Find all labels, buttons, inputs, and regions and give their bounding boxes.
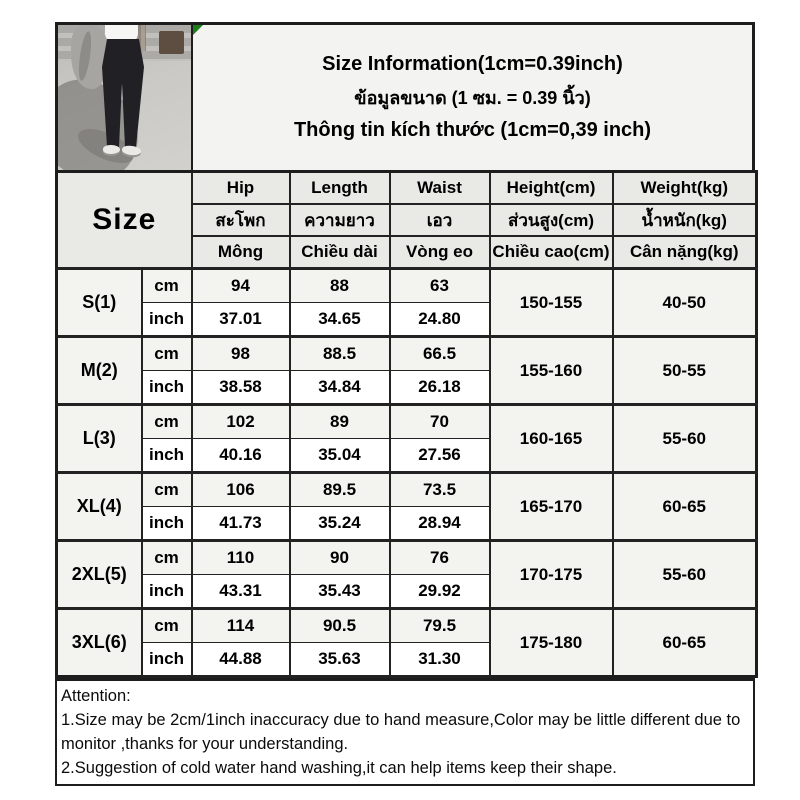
size-row-label: XL(4) xyxy=(57,473,142,541)
cell-value: 43.31 xyxy=(192,575,290,609)
cell-value: 35.04 xyxy=(290,439,390,473)
cell-value: 114 xyxy=(192,609,290,643)
unit-label: inch xyxy=(142,439,192,473)
cell-value: 63 xyxy=(390,269,490,303)
cell-value: 73.5 xyxy=(390,473,490,507)
cell-value: 41.73 xyxy=(192,507,290,541)
unit-label: cm xyxy=(142,609,192,643)
weight-range: 60-65 xyxy=(613,609,757,677)
unit-label: inch xyxy=(142,507,192,541)
column-header-height-vi: Chiều cao(cm) xyxy=(490,236,613,269)
title-vietnamese: Thông tin kích thước (1cm=0,39 inch) xyxy=(293,119,652,141)
size-row-label: 3XL(6) xyxy=(57,609,142,677)
size-table xyxy=(55,170,758,678)
weight-range: 55-60 xyxy=(613,405,757,473)
unit-label: inch xyxy=(142,303,192,337)
cell-value: 88.5 xyxy=(290,337,390,371)
cell-value: 38.58 xyxy=(192,371,290,405)
unit-label: cm xyxy=(142,473,192,507)
height-range: 160-165 xyxy=(490,405,613,473)
title-cell xyxy=(193,25,752,170)
cell-value: 90 xyxy=(290,541,390,575)
table-row xyxy=(57,269,757,303)
cell-value: 37.01 xyxy=(192,303,290,337)
cell-value: 31.30 xyxy=(390,643,490,677)
cell-value: 89 xyxy=(290,405,390,439)
unit-label: cm xyxy=(142,269,192,303)
attention-line-1: 1.Size may be 2cm/1inch inaccuracy due to hand measure,Color may be little different due to xyxy=(61,711,741,729)
column-header-hip-en: Hip xyxy=(192,172,290,205)
cell-value: 79.5 xyxy=(390,609,490,643)
weight-range: 55-60 xyxy=(613,541,757,609)
cell-value: 66.5 xyxy=(390,337,490,371)
cell-corner-marker-icon xyxy=(193,25,203,35)
unit-label: inch xyxy=(142,643,192,677)
cell-value: 110 xyxy=(192,541,290,575)
column-header-length-vi: Chiều dài xyxy=(290,236,390,269)
cell-value: 102 xyxy=(192,405,290,439)
unit-label: cm xyxy=(142,337,192,371)
column-header-length-en: Length xyxy=(290,172,390,205)
cell-value: 34.65 xyxy=(290,303,390,337)
column-header-hip-th: สะโพก xyxy=(192,204,290,236)
cell-value: 28.94 xyxy=(390,507,490,541)
unit-label: inch xyxy=(142,371,192,405)
column-header-height-th: ส่วนสูง(cm) xyxy=(490,204,613,236)
size-row-label: S(1) xyxy=(57,269,142,337)
column-header-waist-vi: Vòng eo xyxy=(390,236,490,269)
table-row xyxy=(57,337,757,371)
column-header-length-th: ความยาว xyxy=(290,204,390,236)
cell-value: 35.43 xyxy=(290,575,390,609)
size-row-label: L(3) xyxy=(57,405,142,473)
attention-line-2: monitor ,thanks for your understanding. xyxy=(61,735,349,753)
cell-value: 76 xyxy=(390,541,490,575)
attention-line-3: 2.Suggestion of cold water hand washing,it can help items keep their shape. xyxy=(61,759,617,777)
column-header-waist-en: Waist xyxy=(390,172,490,205)
table-row xyxy=(57,473,757,507)
height-range: 155-160 xyxy=(490,337,613,405)
photo-planter xyxy=(159,31,184,54)
unit-label: cm xyxy=(142,405,192,439)
cell-value: 35.24 xyxy=(290,507,390,541)
unit-label: cm xyxy=(142,541,192,575)
header-row xyxy=(55,22,755,170)
cell-value: 89.5 xyxy=(290,473,390,507)
unit-label: inch xyxy=(142,575,192,609)
table-row xyxy=(57,541,757,575)
title-thai: ข้อมูลขนาด (1 ซม. = 0.39 นิ้ว) xyxy=(354,88,591,108)
photo-coat-fold xyxy=(77,31,94,82)
cell-value: 35.63 xyxy=(290,643,390,677)
photo-shoe-left xyxy=(103,145,120,154)
cell-value: 98 xyxy=(192,337,290,371)
column-header-weight-th: น้ำหนัก(kg) xyxy=(613,204,757,236)
height-range: 170-175 xyxy=(490,541,613,609)
cell-value: 26.18 xyxy=(390,371,490,405)
cell-value: 27.56 xyxy=(390,439,490,473)
column-header-weight-vi: Cân nặng(kg) xyxy=(613,236,757,269)
weight-range: 40-50 xyxy=(613,269,757,337)
height-range: 175-180 xyxy=(490,609,613,677)
table-row xyxy=(57,405,757,439)
height-range: 165-170 xyxy=(490,473,613,541)
column-header-waist-th: เอว xyxy=(390,204,490,236)
cell-value: 70 xyxy=(390,405,490,439)
cell-value: 29.92 xyxy=(390,575,490,609)
cell-value: 90.5 xyxy=(290,609,390,643)
weight-range: 60-65 xyxy=(613,473,757,541)
size-chart-sheet xyxy=(55,22,755,786)
title-english: Size Information(1cm=0.39inch) xyxy=(322,53,623,75)
column-header-height-en: Height(cm) xyxy=(490,172,613,205)
attention-title: Attention: xyxy=(61,687,131,705)
cell-value: 24.80 xyxy=(390,303,490,337)
weight-range: 50-55 xyxy=(613,337,757,405)
cell-value: 44.88 xyxy=(192,643,290,677)
cell-value: 106 xyxy=(192,473,290,507)
attention-note xyxy=(55,678,755,786)
cell-value: 34.84 xyxy=(290,371,390,405)
product-photo xyxy=(58,25,193,170)
cell-value: 40.16 xyxy=(192,439,290,473)
cell-value: 88 xyxy=(290,269,390,303)
size-row-label: 2XL(5) xyxy=(57,541,142,609)
cell-value: 94 xyxy=(192,269,290,303)
table-row xyxy=(57,609,757,643)
height-range: 150-155 xyxy=(490,269,613,337)
size-row-label: M(2) xyxy=(57,337,142,405)
size-header: Size xyxy=(57,172,192,269)
column-header-hip-vi: Mông xyxy=(192,236,290,269)
column-header-weight-en: Weight(kg) xyxy=(613,172,757,205)
